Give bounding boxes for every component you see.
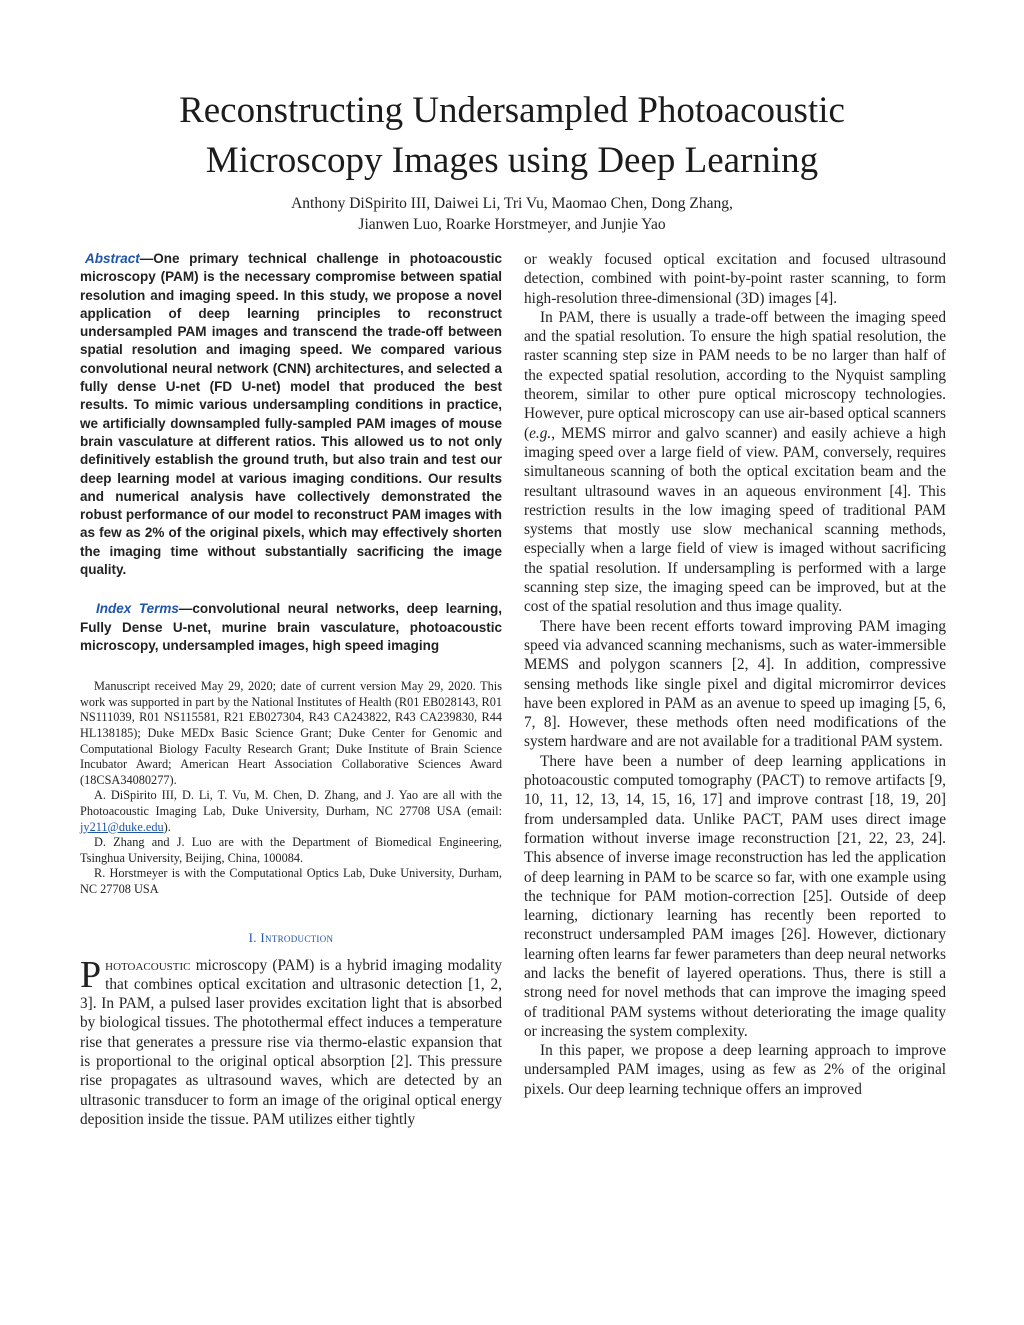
paragraph-proposal: In this paper, we propose a deep learning approach to improve undersampled PAM images, using as few as 2% of the original pixels. Our deep learning technique offers an improved	[524, 1042, 946, 1098]
paragraph-continued: or weakly focused optical excitation and focused ultrasound detection, combined with point-by-point raster scanning, to form high-resolution three-dimensional (3D) images [4].	[524, 251, 946, 307]
intro-lead-word: hotoacoustic	[105, 956, 191, 974]
abstract	[80, 250, 502, 579]
footnote-affiliation-1	[80, 788, 502, 835]
footnote-manuscript: Manuscript received May 29, 2020; date of current version May 29, 2020. This work was supported in part by the National Institutes of Health (R01 EB028143, R01 NS111039, R01 NS115581, R21 EB027304, R43 CA243822, R43 CA239830, R44 HL138185); Duke MEDx Basic Science Grant; Duke Center for Genomic and Computational Biology Faculty Research Grant; Duke Institute of Brain Science Incubator Award; American Heart Association Collaborative Sciences Award (18CSA34080277).	[80, 679, 502, 787]
abstract-text: —One primary technical challenge in photoacoustic microscopy (PAM) is the necessary compromise between spatial resolution and imaging speed. In this study, we propose a novel application of deep learning principles to reconstruct undersampled PAM images and transcend the trade-off between spatial resolution and imaging speed. We compared various convolutional neural network (CNN) architectures, and selected a fully dense U-net (FD U-net) model that produced the best results. To mimic various undersampling conditions in practice, we artificially downsampled fully-sampled PAM images of mouse brain vasculature at different ratios. This allowed us to not only definitively establish the ground truth, but also train and test our deep learning model at various imaging conditions. Our results and numerical analysis have collectively demonstrated the robust performance of our model to reconstruct PAM images with as few as 2% of the original pixels, which may effectively shorten the imaging time without substantially sacrificing the image quality.	[80, 251, 502, 578]
section-number: I.	[248, 929, 257, 945]
title-line-2: Microscopy Images using Deep Learning	[205, 140, 819, 181]
footnote-affiliation-2: D. Zhang and J. Luo are with the Department of Biomedical Engineering, Tsinghua University, Beijing, China, 100084.	[80, 835, 502, 865]
authors-line-2: Jianwen Luo, Roarke Horstmeyer, and Junjie Yao	[358, 216, 666, 233]
paragraph-recent-efforts: There have been recent efforts toward improving PAM imaging speed via advanced scanning mechanisms, such as water-immersible MEMS and polygon scanners [2, 4]. In addition, compressive sensing methods like single pixel and digital micromirror devices have been explored in PAM as an avenue to speed up imaging [5, 6, 7, 8]. However, these methods often need modifications of the system hardware and are not available for a traditional PAM system.	[524, 617, 946, 751]
paragraph-deep-learning: There have been a number of deep learning applications in photoacoustic computed tomography (PACT) to remove artifacts [9, 10, 11, 12, 13, 14, 15, 16, 17] and improve contrast [18, 19, 20] from undersampled data. Unlike PACT, PAM uses direct image formation without inverse image reconstruction [21, 22, 23, 24]. This absence of inverse image reconstruction has led the application of deep learning in PAM to be scarce so far, with one example using the technique for PAM motion-correction [25]. Outside of deep learning, dictionary learning has recently been reported to reconstruct undersampled PAM images [26]. However, dictionary learning often learns far fewer parameters than deep neural networks and lacks the benefit of layered operations. Thus, there is still a strong need for novel methods that can improve the imaging speed of traditional PAM systems without deteriorating the image quality or increasing the system complexity.	[524, 752, 946, 1040]
author-list	[120, 193, 904, 235]
tradeoff-text-b: , MEMS mirror and galvo scanner) and easily achieve a high imaging speed over a large field of view. PAM, conversely, requires simultaneous scanning of both the optical excitation beam and the resultant ultrasound waves in an aqueous environment [4]. This restriction results in the low imaging speed of traditional PAM systems that mostly use slow mechanical scanning methods, especially when a large field of view is imaged without sacrificing the spatial resolution. If undersampling is performed with a large scanning step size, the imaging speed can be improved, but at the cost of the spatial resolution and thus image quality.	[524, 424, 946, 616]
index-terms	[80, 600, 502, 655]
section-heading-introduction	[80, 930, 502, 946]
right-column	[524, 250, 946, 1099]
paragraph-tradeoff	[524, 308, 946, 617]
tradeoff-text-a: In PAM, there is usually a trade-off between the imaging speed and the spatial resolution. To ensure the high spatial resolution, the raster scanning step size in PAM needs to be no larger than half of the expected spatial resolution, according to the Nyquist sampling theorem, similar to other pure optical microscopy technologies. However, pure optical microscopy can use air-based optical scanners (	[524, 308, 946, 442]
footnote-affiliation-3: R. Horstmeyer is with the Computational Optics Lab, Duke University, Durham, NC 27708 USA	[80, 866, 502, 896]
left-column	[80, 250, 502, 1129]
affiliation-1-text: A. DiSpirito III, D. Li, T. Vu, M. Chen, D. Zhang, and J. Yao are all with the Photoacoustic Imaging Lab, Duke University, Durham, NC 27708 USA (email:	[80, 788, 502, 818]
abstract-label: Abstract	[85, 251, 140, 266]
email-link[interactable]: jy211@duke.edu	[80, 819, 164, 834]
authors-line-1: Anthony DiSpirito III, Daiwei Li, Tri Vu, Maomao Chen, Dong Zhang,	[291, 195, 733, 212]
title-line-1: Reconstructing Undersampled Photoacoustic	[179, 90, 845, 131]
section-title: Introduction	[260, 929, 334, 945]
drop-cap: P	[80, 953, 102, 996]
intro-paragraph	[80, 953, 502, 1130]
index-terms-label: Index Terms	[96, 601, 179, 617]
tradeoff-eg: e.g.	[529, 424, 552, 442]
affiliation-1-end: ).	[163, 819, 171, 834]
intro-text: microscopy (PAM) is a hybrid imaging modality that combines optical excitation and ultrasonic detection [1, 2, 3]. In PAM, a pulsed laser provides excitation light that is absorbed by biological tissues. The photothermal effect induces a temperature rise that generates a pressure rise via thermo-elastic expansion that is proportional to the original optical absorption [2]. This pressure rise propagates as ultrasound waves, which are detected by an ultrasonic transducer to form an image of the original optical energy deposition inside the tissue. PAM utilizes either tightly	[80, 956, 502, 1128]
index-terms-text: —convolutional neural networks, deep learning, Fully Dense U-net, murine brain vasculature, photoacoustic microscopy, undersampled images, high speed imaging	[80, 601, 503, 653]
paper-title	[80, 86, 944, 186]
